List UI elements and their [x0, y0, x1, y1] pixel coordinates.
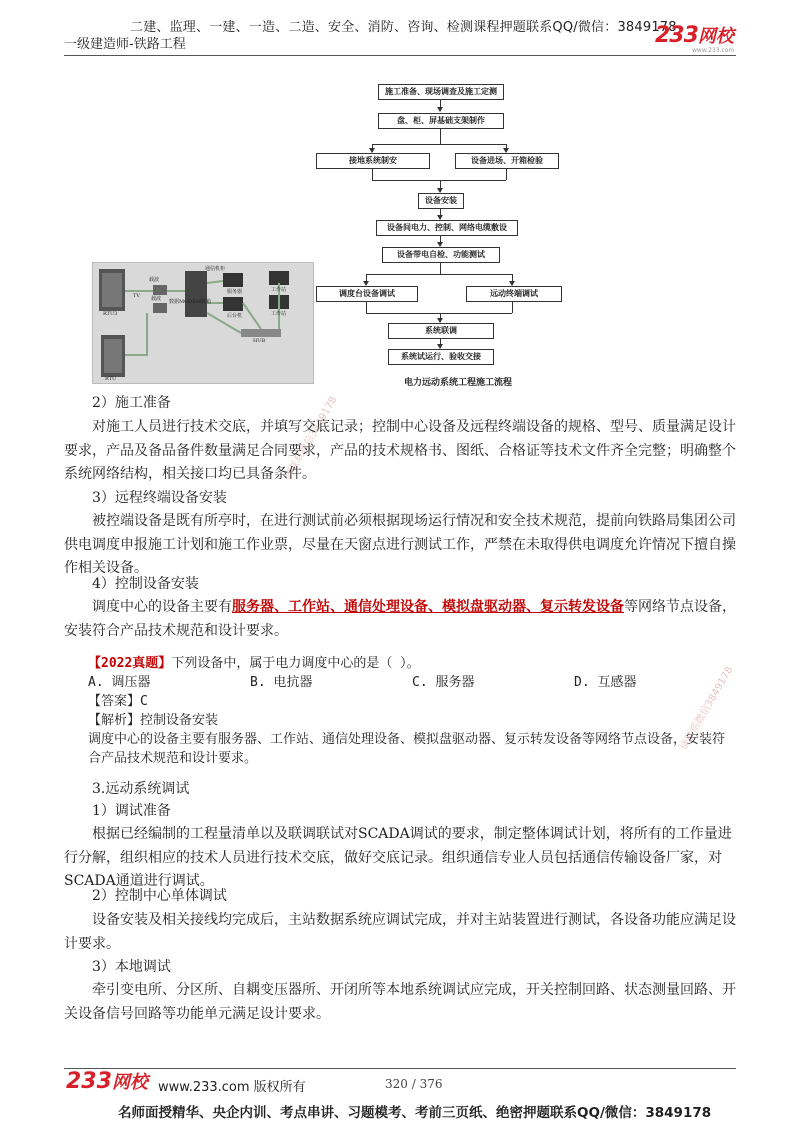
header-top-line: 二建、监理、一建、一造、二造、安全、消防、咨询、检测课程押题联系QQ/微信：3849178 — [130, 20, 677, 35]
para-control — [64, 596, 736, 643]
para-control-pre: 调度中心的设备主要有 — [92, 599, 232, 615]
para-unit-debug: 设备安装及相关接线均完成后，主站数据系统应调试完成，并对主站装置进行测试，各设备功能应满足设计要求。 — [64, 912, 736, 952]
heading-local-debug: 3）本地调试 — [92, 959, 171, 975]
flow-line — [506, 168, 507, 180]
para-remote: 被控端设备是既有所亭时，在进行测试前必须根据现场运行情况和安全技术规范，提前向铁路局集团公司供电调度申报施工计划和施工作业票，尽量在天窗点进行测试工作，严禁在未取得供电调度允许情况下擅自操作相关设备。 — [64, 513, 736, 576]
flow-arrow — [506, 144, 507, 152]
heading-remote: 3）远程终端设备安装 — [92, 490, 227, 506]
pc-monitor-2 — [223, 297, 243, 311]
flow-arrow — [512, 274, 513, 285]
flow-step-inspection: 设备进场、开箱检验 — [455, 153, 559, 169]
modem-box — [153, 285, 167, 295]
label-pc4: 工作站 — [271, 311, 287, 317]
flow-line — [372, 180, 506, 181]
para-prep: 对施工人员进行技术交底，并填写交底记录；控制中心设备及远程终端设备的规格、型号、质量满足设计要求，产品及备品备件数量满足合同要求，产品的技术规格书、图纸、合格证等技术文件齐全完整；明确整个系统网络结构，相关接口均已具备条件。 — [64, 419, 736, 482]
flow-arrow — [372, 144, 373, 152]
flow-line — [440, 262, 441, 274]
label-pc3: 后台机 — [227, 313, 243, 319]
label-tv: TV — [133, 293, 140, 299]
label-pc1: 服务器 — [227, 289, 243, 295]
flow-arrow — [440, 338, 441, 348]
heading-control: 4）控制设备安装 — [92, 576, 199, 592]
footer-copyright[interactable]: www.233.com 版权所有 — [158, 1080, 306, 1095]
header-rule — [64, 55, 736, 56]
footer-bottom-line: 名师面授精华、央企内训、考点串讲、习题模考、考前三页纸、绝密押题联系QQ/微信：3849178 — [118, 1105, 712, 1121]
question-text: 下列设备中，属于电力调度中心的是（ ）。 — [171, 656, 420, 671]
flow-step-terminal: 远动终端调试 — [466, 286, 562, 302]
header-logo[interactable] — [655, 22, 734, 48]
flow-line — [512, 301, 513, 313]
logo-url: www.233.com — [692, 47, 735, 54]
label-modem-caption: 数据MODEM机箱 — [169, 299, 211, 305]
flow-line — [366, 274, 512, 275]
network-diagram — [92, 262, 314, 384]
option-b: B. 电抗器 — [250, 675, 313, 690]
hub-box — [241, 329, 281, 337]
para-local-debug: 牵引变电所、分区所、自耦变压器所、开闭所等本地系统调试应完成，开关控制回路、状态测量回路、开关设备信号回路等功能单元满足设计要求。 — [64, 982, 736, 1022]
footer-logo-word: 网校 — [111, 1072, 148, 1093]
label-pc2: 工作站 — [271, 287, 287, 293]
flow-line — [372, 168, 373, 180]
label-modem2: 载波 — [151, 296, 162, 302]
footer-logo[interactable] — [66, 1068, 148, 1094]
answer: 【答案】C — [88, 694, 148, 709]
label-server: 通信机柜 — [205, 266, 226, 272]
flow-step-bracket: 盘、柜、屏基础支架制作 — [378, 113, 504, 129]
pc-monitor-1 — [223, 273, 243, 287]
analysis-text: 调度中心的设备主要有服务器、工作站、通信处理设备、模拟盘驱动器、复示转发设备等网络节点设备，安装符合产品技术规范和设计要求。 — [88, 732, 726, 766]
flow-arrow — [366, 274, 367, 285]
question-tag: 【2022真题】 — [88, 656, 172, 671]
footer-logo-number: 233 — [66, 1069, 112, 1094]
flow-line — [366, 301, 367, 313]
flow-step-trial: 系统试运行、验收交接 — [388, 349, 494, 365]
option-c: C. 服务器 — [412, 675, 475, 690]
heading-prep: 2）施工准备 — [92, 395, 171, 411]
flow-arrow — [440, 99, 441, 111]
question-stem — [88, 654, 420, 673]
flow-arrow — [440, 208, 441, 219]
flow-step-grounding: 接地系统制安 — [316, 153, 430, 169]
flow-line — [372, 144, 506, 145]
pc-monitor-3 — [269, 271, 289, 285]
flow-step-selftest: 设备带电自检、功能测试 — [382, 247, 500, 263]
label-rtu2: RTU — [105, 376, 117, 382]
header-subtitle: 一级建造师-铁路工程 — [64, 37, 186, 52]
watermark: 请联系微信3849178 — [678, 664, 736, 753]
figure-caption: 电力远动系统工程施工流程 — [404, 378, 513, 388]
watermark: 请联系微信3849178 — [282, 394, 340, 483]
para-control-highlight: 服务器、工作站、通信处理设备、模拟盘驱动器、复示转发设备 — [232, 599, 624, 615]
flow-arrow — [440, 313, 441, 322]
page-number: 320 / 376 — [385, 1077, 443, 1091]
heading-debug-prep: 1）调试准备 — [92, 803, 171, 819]
network-diagram-svg — [93, 263, 313, 383]
para-debug-prep: 根据已经编制的工程量清单以及联调联试对SCADA调试的要求，制定整体调试计划，将所有的工作量进行分解，组织相应的技术人员进行技术交底，做好交底记录。组织通信专业人员包括通信传输设备厂家，对 SCADA通道进行调试。 — [64, 826, 732, 889]
para-control-post: 等网络节点设备，安装符合产品技术规范和设计要求。 — [64, 599, 736, 639]
label-hub: HUB — [253, 338, 266, 344]
heading-section3: 3.远动系统调试 — [92, 781, 190, 797]
flow-line — [440, 128, 441, 144]
option-a: A. 调压器 — [88, 675, 151, 690]
flow-step-joint: 系统联调 — [388, 323, 494, 339]
logo-number: 233 — [655, 23, 698, 48]
flow-arrow — [440, 235, 441, 246]
logo-word: 网校 — [697, 26, 734, 47]
flow-line — [366, 313, 512, 314]
analysis-label: 【解析】控制设备安装 — [88, 713, 219, 728]
flow-step-prep: 施工准备、现场调查及施工定测 — [378, 84, 504, 100]
flow-step-install: 设备安装 — [418, 193, 464, 209]
label-rtu1: RTU3 — [103, 311, 118, 317]
heading-unit-debug: 2）控制中心单体调试 — [92, 888, 227, 904]
flow-step-cabling: 设备间电力、控制、网络电缆敷设 — [376, 220, 518, 236]
flow-step-dispatch: 调度台设备调试 — [316, 286, 418, 302]
label-modem: 载波 — [149, 277, 160, 283]
flow-arrow — [440, 180, 441, 192]
footer-rule — [64, 1068, 736, 1069]
comm-cabinet — [185, 271, 207, 317]
option-d: D. 互感器 — [574, 675, 637, 690]
